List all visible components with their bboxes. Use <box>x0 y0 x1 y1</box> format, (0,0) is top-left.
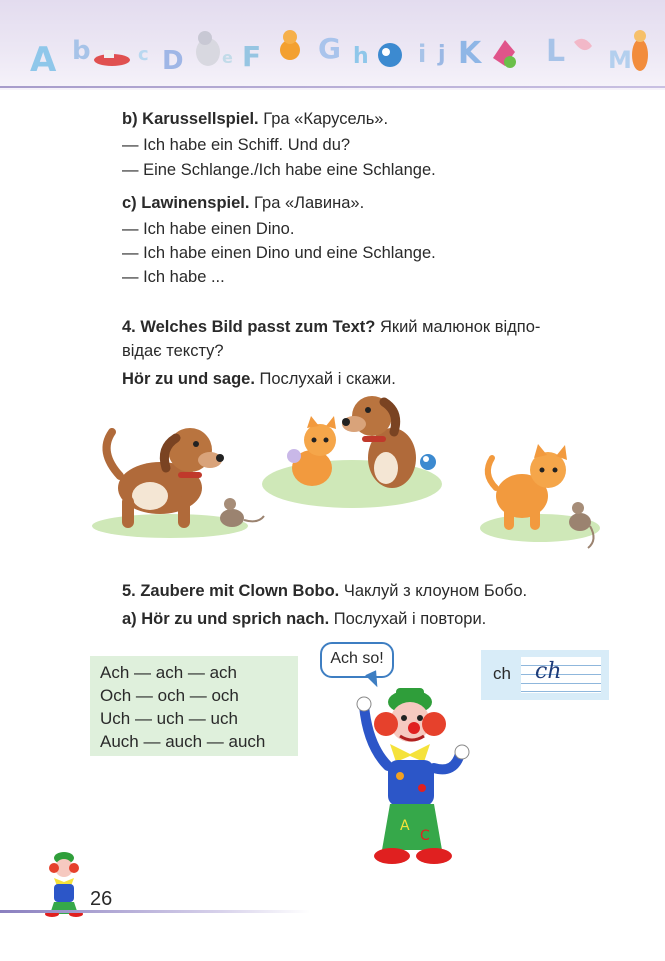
karussellspiel-title <box>122 108 388 130</box>
pants-letter: A <box>400 818 410 834</box>
instruction-rest: Послухай і повтори. <box>329 610 487 628</box>
header-letter: M <box>608 46 632 74</box>
exercise-5-title <box>122 580 527 602</box>
speech-bubble: Ach so! <box>320 642 394 678</box>
lawinenspiel-title <box>122 192 364 214</box>
header-letter: j <box>438 42 446 67</box>
handwriting-box <box>481 650 609 700</box>
title-rest: Чаклуй з клоуном Бобо. <box>339 582 528 600</box>
title-bold: b) Karussellspiel. <box>122 110 259 128</box>
header-letter: D <box>162 46 184 76</box>
exercise-4-pictures <box>0 388 665 568</box>
instruction-bold: Hör zu und sage. <box>122 370 255 388</box>
picture-dog-mouse <box>92 428 264 538</box>
header-letter: A <box>30 40 57 80</box>
title-bold: c) Lawinenspiel. <box>122 194 250 212</box>
title-rest: Гра «Лавина». <box>249 194 365 212</box>
exercise-4-title <box>122 316 540 338</box>
exercise-5a-instruction <box>122 608 486 630</box>
handwriting-lines <box>521 657 601 693</box>
phonics-box <box>90 656 298 756</box>
dialogue-line: — Ich habe einen Dino. <box>122 220 295 238</box>
instruction-rest: Послухай і скажи. <box>254 370 396 388</box>
picture-dog-cat <box>262 396 442 508</box>
title-rest: Гра «Карусель». <box>258 110 389 128</box>
handwriting-label: ch <box>493 664 511 683</box>
header-letter: L <box>546 34 566 69</box>
phonics-row: Och — och — och <box>100 686 239 705</box>
header-letter: F <box>242 40 262 73</box>
header-letter: b <box>72 36 91 66</box>
footer-clown-icon <box>34 848 94 918</box>
header-letter: G <box>318 32 341 65</box>
exercise-4-instruction <box>122 368 396 390</box>
title-rest: Який малюнок відпо- <box>375 318 541 336</box>
picture-cat-mouse <box>480 444 600 548</box>
header-letter: c <box>138 44 149 65</box>
dialogue-line: — Ich habe ... <box>122 268 225 286</box>
pants-letter: C <box>420 828 430 844</box>
handwritten-ch: ch <box>535 659 562 684</box>
title-bold: 4. Welches Bild passt zum Text? <box>122 318 376 336</box>
exercise-4-title-cont: відає тексту? <box>122 342 224 360</box>
header-letter: i <box>418 40 427 68</box>
footer-divider <box>0 910 310 913</box>
page-number: 26 <box>90 888 113 910</box>
header-letter: h <box>353 44 369 69</box>
dialogue-line: — Ich habe ein Schiff. Und du? <box>122 136 351 154</box>
header-letter: e <box>222 48 233 67</box>
phonics-row: Uch — uch — uch <box>100 709 238 728</box>
dialogue-line: — Eine Schlange./Ich habe eine Schlange. <box>122 161 436 179</box>
instruction-bold: a) Hör zu und sprich nach. <box>122 610 330 628</box>
phonics-row: Ach — ach — ach <box>100 663 238 682</box>
dialogue-line: — Ich habe einen Dino und eine Schlange. <box>122 244 436 262</box>
title-bold: 5. Zaubere mit Clown Bobo. <box>122 582 340 600</box>
clown-bobo-illustration <box>338 680 488 880</box>
header-letter: K <box>458 36 482 71</box>
phonics-row: Auch — auch — auch <box>100 732 266 751</box>
